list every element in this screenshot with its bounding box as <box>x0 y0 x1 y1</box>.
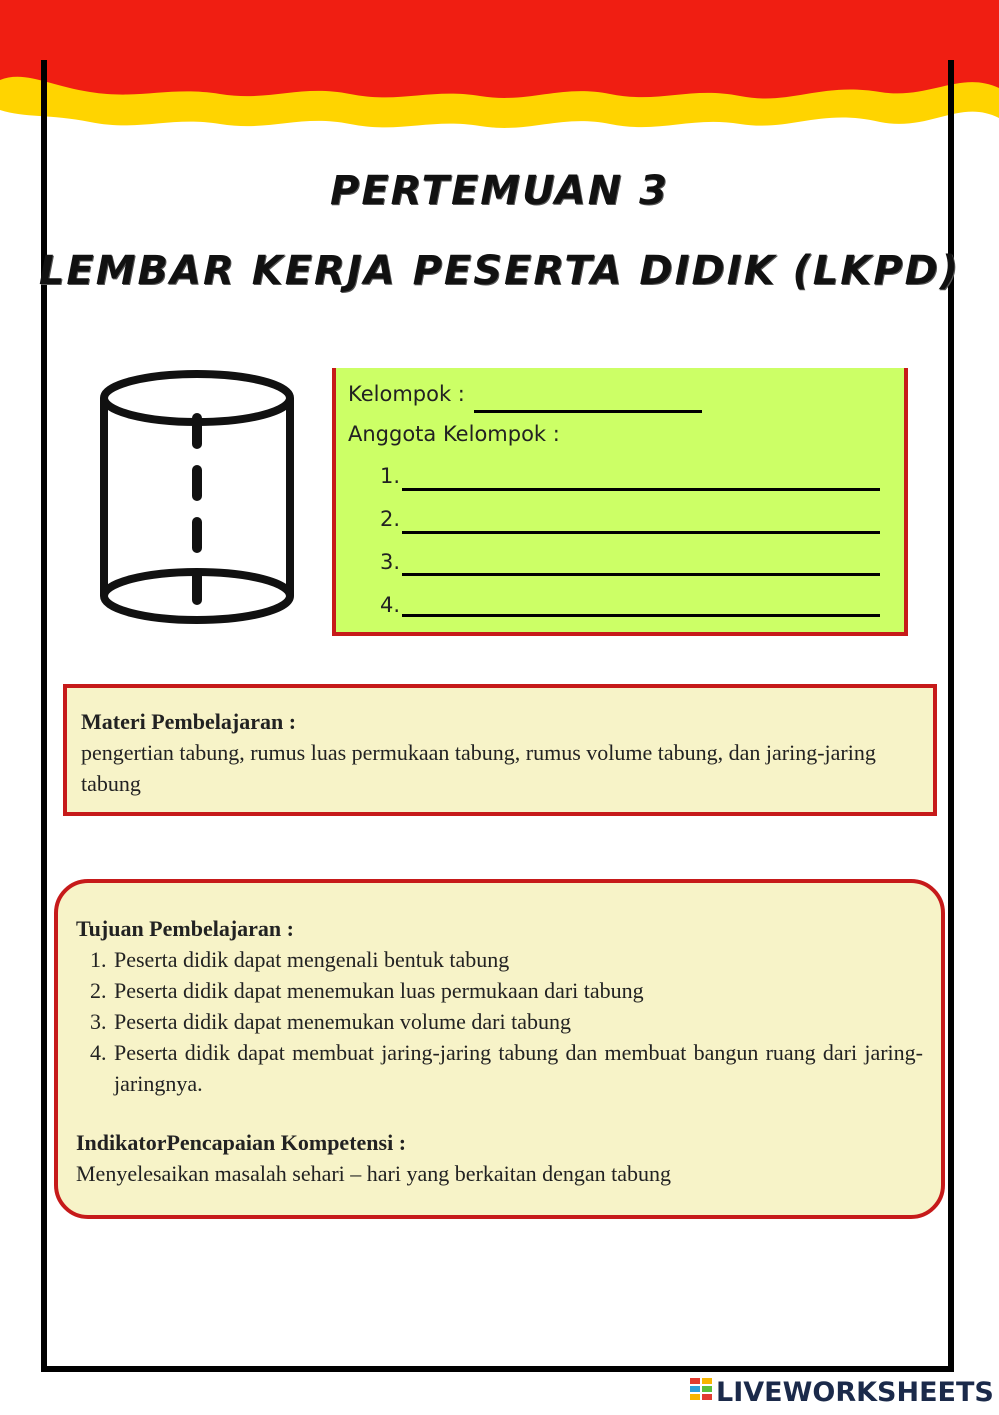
member-number: 2. <box>380 507 401 531</box>
indikator-text: Menyelesaikan masalah sehari – hari yang berkaitan dengan tabung <box>76 1161 671 1186</box>
member-number: 3. <box>380 550 401 574</box>
kelompok-label: Kelompok : <box>348 382 465 406</box>
member-input-line[interactable] <box>402 614 880 617</box>
tujuan-heading: Tujuan Pembelajaran : <box>76 916 294 941</box>
group-info-box <box>332 368 908 636</box>
list-item-text: Peserta didik dapat membuat jaring-jaring tabung dan membuat bangun ruang dari jaring-jaringnya. <box>114 1040 923 1096</box>
list-item-text: Peserta didik dapat menemukan volume dari tabung <box>114 1009 571 1034</box>
cylinder-icon <box>96 368 298 624</box>
list-item-number: 4. <box>90 1040 107 1065</box>
list-item-text: Peserta didik dapat menemukan luas permukaan dari tabung <box>114 978 644 1003</box>
worksheet-title: LEMBAR KERJA PESERTA DIDIK (LKPD) <box>38 248 961 294</box>
member-number: 4. <box>380 593 401 617</box>
list-item-number: 3. <box>90 1009 107 1034</box>
list-item-text: Peserta didik dapat mengenali bentuk tabung <box>114 947 510 972</box>
list-item <box>76 975 923 1006</box>
materi-text: pengertian tabung, rumus luas permukaan tabung, rumus volume tabung, dan jaring-jaring tabung <box>81 740 876 796</box>
list-item <box>76 1037 923 1099</box>
meeting-title: PERTEMUAN 3 <box>330 168 669 214</box>
materi-box <box>63 684 937 816</box>
member-input-line[interactable] <box>402 573 880 576</box>
list-item-number: 2. <box>90 978 107 1003</box>
member-input-line[interactable] <box>402 488 880 491</box>
watermark-text: LIVEWORKSHEETS <box>716 1376 994 1408</box>
list-item <box>76 944 923 975</box>
materi-heading: Materi Pembelajaran : <box>81 709 297 734</box>
indikator-heading: IndikatorPencapaian Kompetensi : <box>76 1130 407 1155</box>
anggota-label: Anggota Kelompok : <box>348 422 560 446</box>
kelompok-input-line[interactable] <box>474 410 702 413</box>
tujuan-box <box>54 879 945 1219</box>
member-input-line[interactable] <box>402 531 880 534</box>
list-item-number: 1. <box>90 947 107 972</box>
liveworksheets-watermark[interactable] <box>690 1376 994 1408</box>
tujuan-list <box>76 944 923 1099</box>
member-number: 1. <box>380 464 401 488</box>
list-item <box>76 1006 923 1037</box>
liveworksheets-logo-icon <box>690 1378 712 1406</box>
